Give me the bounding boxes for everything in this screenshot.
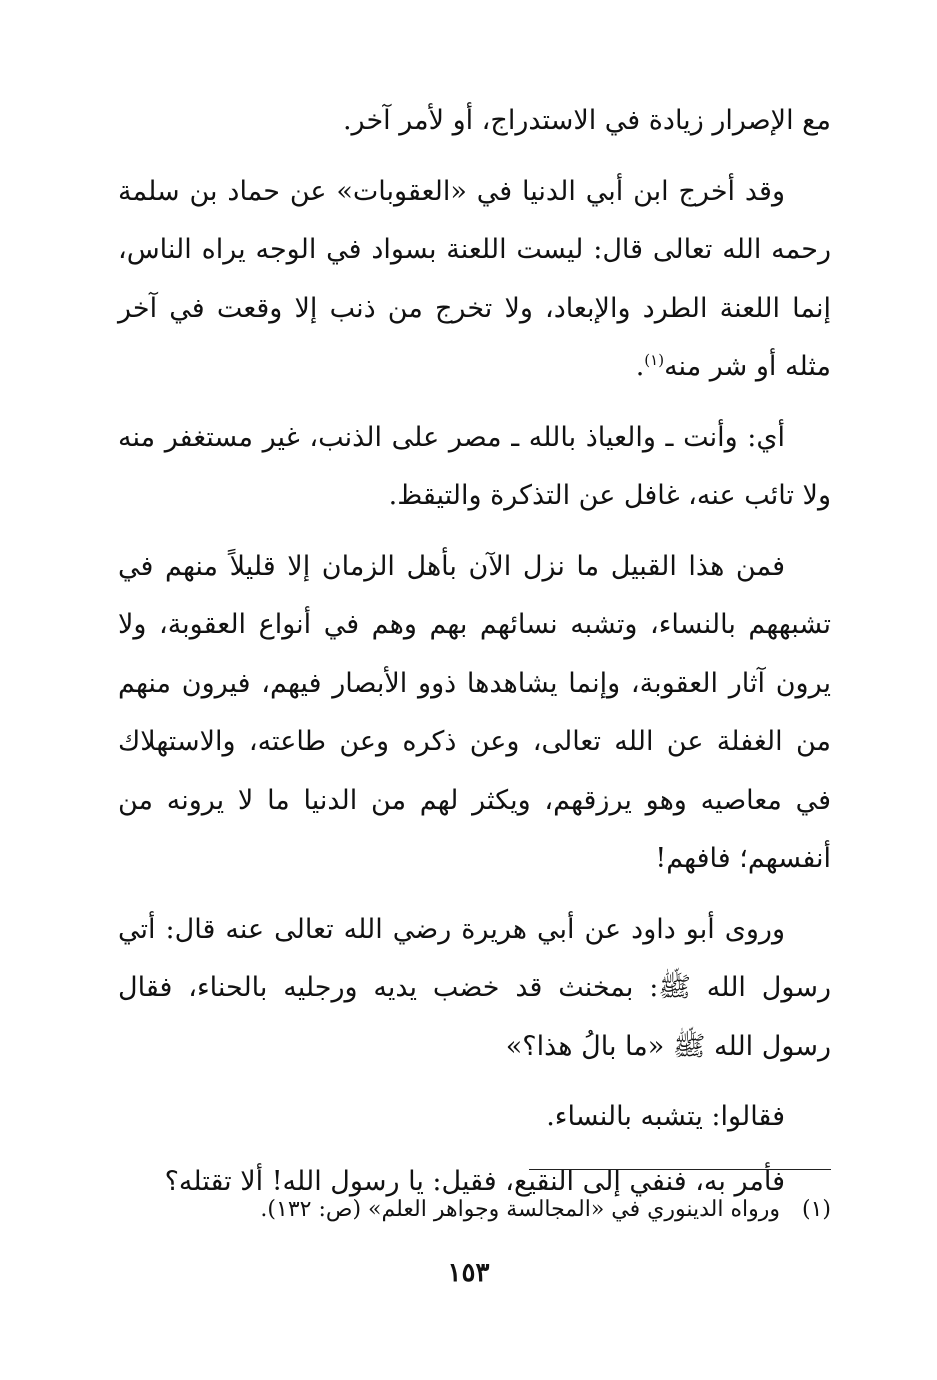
paragraph-5: وروى أبو داود عن أبي هريرة رضي الله تعالى عنه قال: أتي رسول الله ﷺ: بمخنث قد خضب يديه ورجليه بالحناء، فقال رسول الله ﷺ «ما بالُ هذا؟»	[118, 913, 831, 1062]
paragraph-4: فمن هذا القبيل ما نزل الآن بأهل الزمان إلا قليلاً منهم في تشبههم بالنساء، وتشبه نسائهم بهم وهم في أنواع العقوبة، ولا يرون آثار العقوبة، وإنما يشاهدها ذوو الأبصار فيهم، فيرون منهم من الغفلة عن الله تعالى، وعن ذكره وعن طاعته، والاستهلاك في معاصيه وهو يرزقهم، ويكثر لهم من الدنيا ما لا يرونه من أنفسهم؛ فافهم!	[118, 550, 831, 874]
footnote-text: ورواه الدينوري في «المجالسة وجواهر العلم» (ص: ١٣٢).	[260, 1197, 780, 1222]
paragraph-2-end: .	[635, 351, 645, 382]
footnote-divider	[529, 1169, 831, 1170]
paragraph-1: مع الإصرار زيادة في الاستدراج، أو لأمر آخر.	[342, 105, 831, 136]
paragraph-2	[118, 163, 831, 397]
footnote-number: (١)	[801, 1197, 831, 1222]
page-number: ١٥٣	[447, 1258, 490, 1288]
main-text	[118, 92, 831, 1217]
footnote-reference[interactable]: (١)	[644, 351, 665, 369]
footnote	[118, 1190, 831, 1230]
paragraph-2-text: وقد أخرج ابن أبي الدنيا في «العقوبات» عن حماد بن سلمة رحمه الله تعالى قال: ليست اللعنة بسواد في الوجه يراه الناس، إنما اللعنة الطرد والإبعاد، ولا تخرج من ذنب إلا وقعت في آخر مثله أو شر منه	[118, 175, 831, 382]
paragraph-6: فقالوا: يتشبه بالنساء.	[546, 1101, 785, 1132]
paragraph-7: فأمر به، فنفي إلى النقيع، فقيل: يا رسول الله! ألا تقتله؟	[164, 1165, 785, 1197]
paragraph-3: أي: وأنت ـ والعياذ بالله ـ مصر على الذنب، غير مستغفر منه ولا تائب عنه، غافل عن التذكرة والتيقظ.	[118, 421, 831, 511]
